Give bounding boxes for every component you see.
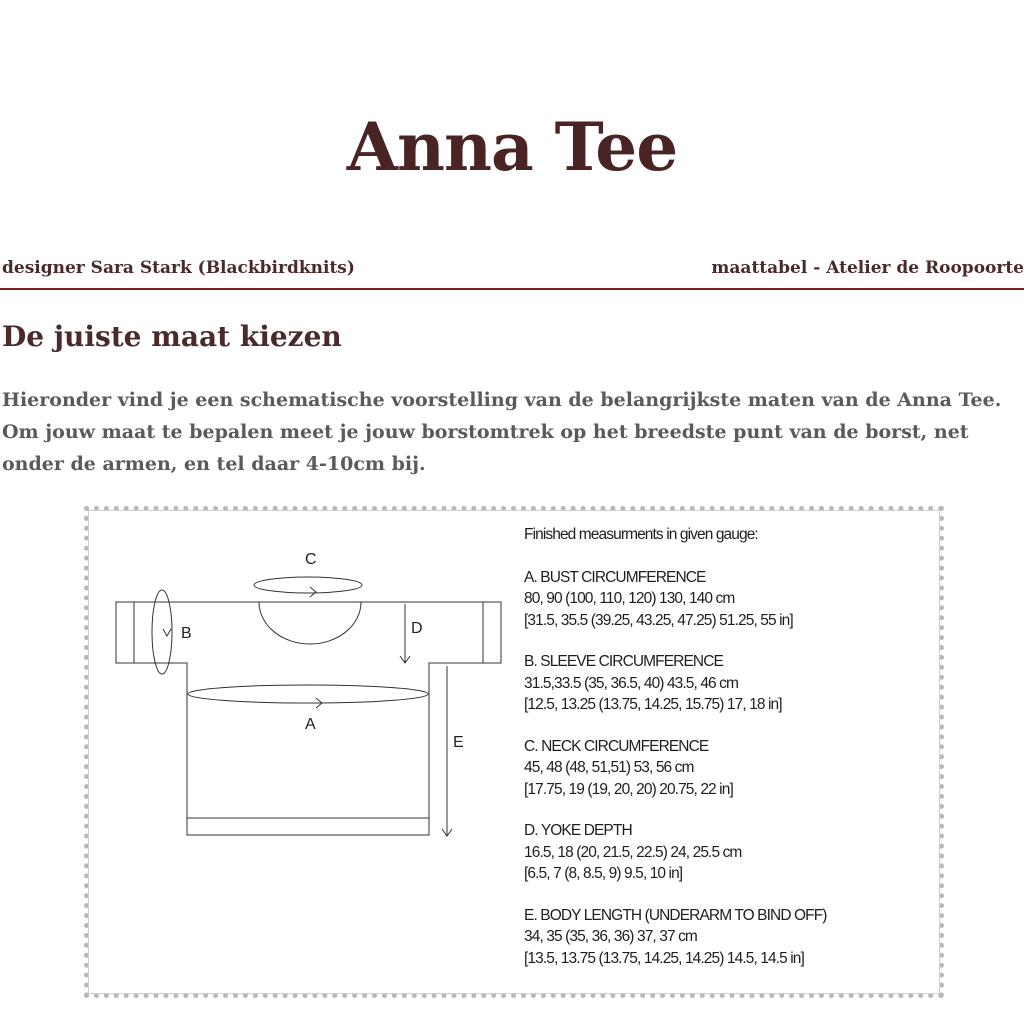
measurements-list [524, 524, 827, 969]
measurement-cm: 34, 35 (35, 36, 36) 37, 37 cm [524, 928, 697, 945]
neck-measure-ellipse [254, 577, 362, 593]
page-title: Anna Tee [346, 108, 678, 186]
measurement-in: [31.5, 35.5 (39.25, 43.25, 47.25) 51.25, 55 in] [524, 611, 793, 629]
designer-credit: designer Sara Stark (Blackbirdknits) [2, 258, 355, 278]
document-subtitle: maattabel - Atelier de Roopoorte [711, 258, 1024, 278]
label-c: C [305, 551, 317, 568]
label-b: B [181, 625, 192, 642]
measurement-label: B. SLEEVE CIRCUMFERENCE [524, 653, 723, 670]
intro-line: onder de armen, en tel daar 4-10cm bij. [2, 453, 426, 475]
neckline [259, 602, 361, 644]
measurement-cm: 45, 48 (48, 51,51) 53, 56 cm [524, 759, 694, 776]
spacer [524, 800, 827, 820]
intro-line: Om jouw maat te bepalen meet je jouw borstomtrek op het breedste punt van de borst, net [2, 421, 969, 443]
section-heading: De juiste maat kiezen [2, 320, 342, 353]
label-a: A [305, 716, 316, 733]
measurement-cm: 31.5,33.5 (35, 36.5, 40) 43.5, 46 cm [524, 674, 739, 692]
measurement-label: D. YOKE DEPTH [524, 822, 632, 839]
measurement-label: A. BUST CIRCUMFERENCE [524, 568, 706, 586]
neck-direction-chevron [310, 587, 316, 597]
sleeve-direction-chevron [163, 629, 171, 636]
label-d: D [411, 620, 423, 637]
label-e: E [453, 734, 464, 751]
measurement-in: [13.5, 13.75 (13.75, 14.25, 14.25) 14.5, 14.5 in] [524, 949, 804, 967]
measurement-cm: 80, 90 (100, 110, 120) 130, 140 cm [524, 590, 735, 607]
spacer [524, 631, 827, 651]
measurements-heading: Finished measurments in given gauge: [524, 526, 758, 543]
measurement-in: [17.75, 19 (19, 20, 20) 20.75, 22 in] [524, 780, 733, 798]
measurement-cm: 16.5, 18 (20, 21.5, 22.5) 24, 25.5 cm [524, 843, 742, 861]
measurement-in: [6.5, 7 (8, 8.5, 9) 9.5, 10 in] [524, 865, 683, 882]
bust-measure-ellipse [188, 685, 428, 703]
intro-line: Hieronder vind je een schematische voorstelling van de belangrijkste maten van de Anna Tee. [2, 389, 1002, 411]
measurement-label: E. BODY LENGTH (UNDERARM TO BIND OFF) [524, 906, 827, 924]
measurement-in: [12.5, 13.25 (13.75, 14.25, 15.75) 17, 18 in] [524, 696, 782, 713]
spacer [524, 885, 827, 905]
measurement-label: C. NECK CIRCUMFERENCE [524, 737, 709, 755]
spacer [524, 716, 827, 736]
